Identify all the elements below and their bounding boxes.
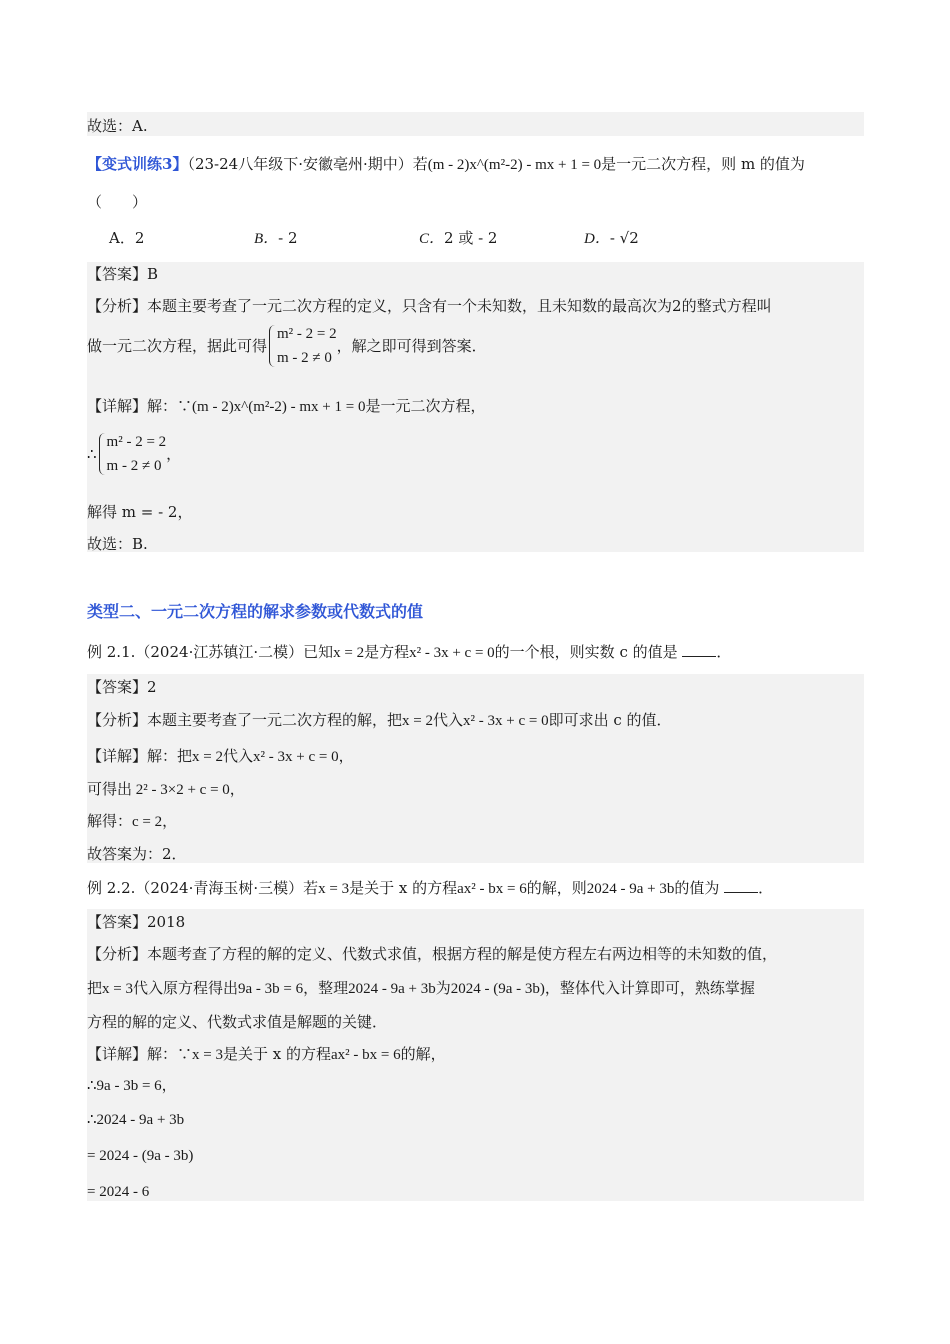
example22-analysis-2: 把x = 3代入原方程得出9a - 3b = 6，整理2024 - 9a + 3b为2024 - (9a - 3b)，整体代入计算即可，熟练掌握 xyxy=(87,979,755,997)
variant3-options xyxy=(109,226,639,251)
variant3-analysis-1: 【分析】本题主要考查了一元二次方程的定义，只含有一个未知数，且未知数的最高次为2的整式方程叫 xyxy=(87,297,772,315)
variant3-answer: 【答案】B xyxy=(87,265,159,283)
example21-step1: 可得出 2² - 3×2 + c = 0， xyxy=(87,782,245,798)
variant3-conclusion: 故选：B. xyxy=(87,535,148,553)
analysis-system: m² - 2 = 2 m - 2 ≠ 0 xyxy=(267,322,337,370)
answer-blank-2 xyxy=(724,878,758,893)
example21-conclusion: 故答案为：2． xyxy=(87,845,187,863)
variant3-tag: 【变式训练3】 xyxy=(87,155,188,173)
variant3-paren: （ ） xyxy=(87,193,148,211)
option-b: B．- 2 xyxy=(254,229,298,247)
option-a: A．2 xyxy=(109,229,145,247)
variant3-source: （23-24八年级下·安徽亳州·期中）若 xyxy=(187,155,428,173)
detail-system: m² - 2 = 2 m - 2 ≠ 0 xyxy=(97,430,167,478)
example21-answer: 【答案】2 xyxy=(87,678,157,696)
example22-analysis-1: 【分析】本题考查了方程的解的定义、代数式求值，根据方程的解是使方程左右两边相等的未知数的值， xyxy=(87,945,778,963)
example22-question: 例 2.2.（2024·青海玉树·三模）若x = 3是关于 x 的方程ax² - bx = 6的解，则2024 - 9a + 3b的值为 ． xyxy=(87,879,774,897)
example22-answer: 【答案】2018 xyxy=(87,913,186,931)
variant3-analysis-2: 做一元二次方程，据此可得 m² - 2 = 2 m - 2 ≠ 0 ，解之即可得到答案． xyxy=(87,322,487,370)
option-d: D．- √2 xyxy=(584,229,639,247)
example21-step2: 解得：c = 2， xyxy=(87,814,178,830)
example22-step4: = 2024 - 6 xyxy=(87,1184,150,1200)
variant3-detail-1: 【详解】解：∵(m - 2)x^(m²-2) - mx + 1 = 0是一元二次方程， xyxy=(87,397,486,415)
top-conclusion: 故选：A. xyxy=(87,117,148,135)
example22-step1: ∴9a - 3b = 6， xyxy=(87,1078,177,1094)
variant3-result: 解得 m = - 2， xyxy=(87,503,193,521)
example21-detail: 【详解】解：把x = 2代入x² - 3x + c = 0， xyxy=(87,747,354,765)
solution-block-top xyxy=(87,112,864,136)
example22-detail: 【详解】解：∵x = 3是关于 x 的方程ax² - bx = 6的解， xyxy=(87,1045,446,1063)
example22-step3: = 2024 - (9a - 3b) xyxy=(87,1148,194,1164)
variant3-question xyxy=(87,152,805,177)
option-c: C．2 或 - 2 xyxy=(419,229,498,247)
section-title: 类型二、一元二次方程的解求参数或代数式的值 xyxy=(87,602,424,621)
variant3-detail-system: ∴ m² - 2 = 2 m - 2 ≠ 0 ， xyxy=(87,430,181,478)
variant3-equation: (m - 2)x^(m²-2) - mx + 1 = 0 xyxy=(427,157,602,173)
example21-question: 例 2.1.（2024·江苏镇江·二模）已知x = 2是方程x² - 3x + c = 0的一个根，则实数 c 的值是 ． xyxy=(87,643,732,661)
answer-blank xyxy=(682,642,716,657)
example22-analysis-3: 方程的解的定义、代数式求值是解题的关键． xyxy=(87,1013,388,1031)
example22-step2: ∴2024 - 9a + 3b xyxy=(87,1112,185,1128)
variant3-tail: 是一元二次方程，则 m 的值为 xyxy=(601,155,805,173)
example21-analysis: 【分析】本题主要考查了一元二次方程的解，把x = 2代入x² - 3x + c = 0即可求出 c 的值． xyxy=(87,711,672,729)
